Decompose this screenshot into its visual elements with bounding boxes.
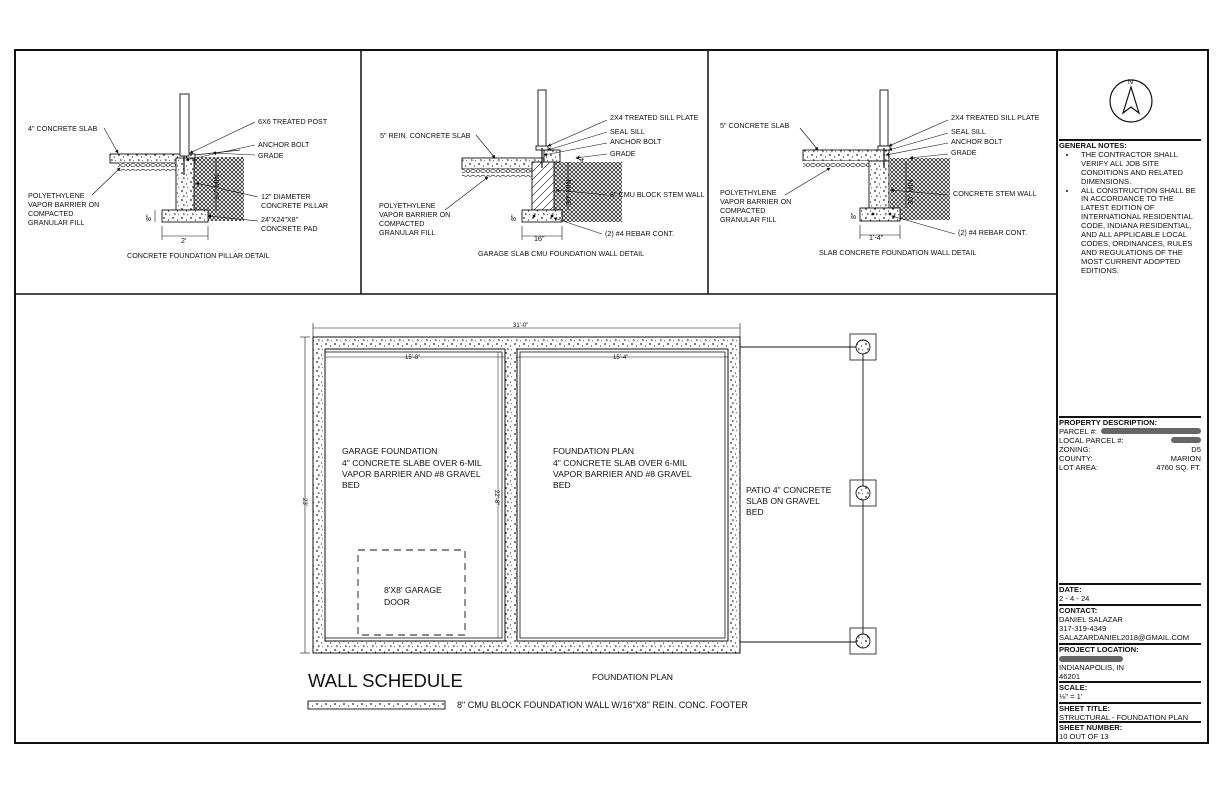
- plan-dim-garage: 15'-8": [405, 355, 421, 361]
- zoning-value: D5: [1191, 444, 1201, 454]
- sheet-number-heading: SHEET NUMBER:: [1059, 721, 1201, 733]
- project-zip: 46201: [1059, 671, 1081, 681]
- foundation-plan: [300, 323, 876, 682]
- pillar-dim-height: 30" MIN: [212, 174, 221, 200]
- pillar-post: [180, 94, 189, 156]
- county-label: COUNTY:: [1059, 453, 1093, 463]
- general-notes: [1059, 139, 1201, 276]
- garage-label-cmu: 8" CMU BLOCK STEM WALL: [610, 190, 705, 199]
- date-heading: DATE:: [1059, 583, 1201, 595]
- project-city: INDIANAPOLIS, IN: [1059, 662, 1124, 672]
- pillar-dim-pad: 8": [144, 214, 153, 221]
- property-description: [1059, 416, 1201, 472]
- zoning-label: ZONING:: [1059, 444, 1091, 454]
- project-location-heading: PROJECT LOCATION:: [1059, 643, 1201, 655]
- general-note-1: • THE CONTRACTOR SHALL VERIFY ALL JOB SITE CONDITIONS AND RELATED DIMENSIONS.: [1077, 151, 1201, 187]
- garage-gravel: [462, 169, 532, 177]
- pillar-detail: [28, 94, 328, 260]
- main-note-line-2: 4" CONCRETE SLAB OVER 6-MIL: [553, 458, 687, 468]
- sheet-number-value: 10 OUT OF 13: [1059, 731, 1109, 741]
- pillar-gravel: [118, 163, 178, 171]
- garage-note-line-2: 4" CONCRETE SLABE OVER 6-MIL: [342, 458, 482, 468]
- scale-value: ⅛" = 1': [1059, 691, 1083, 701]
- slab-dim-footer: 8": [849, 212, 858, 219]
- garage-note-line-4: BED: [342, 480, 360, 490]
- patio-note-line-2: SLAB ON GRAVEL: [746, 496, 820, 506]
- scale-block: [1059, 681, 1201, 702]
- pillar-label-slab: 4" CONCRETE SLAB: [28, 124, 98, 133]
- plan-dim-left: 23': [301, 498, 307, 506]
- garage-label-anchor: ANCHOR BOLT: [610, 137, 662, 146]
- garage-label-vapor-4: GRANULAR FILL: [379, 228, 436, 237]
- pillar-label-vapor-3: COMPACTED: [28, 209, 74, 218]
- sheet-title-heading: SHEET TITLE:: [1059, 702, 1201, 714]
- slab-dim-width: 1'-4": [869, 233, 884, 242]
- garage-label-slab: 5" REIN. CONCRETE SLAB: [380, 131, 471, 140]
- contact-heading: CONTACT:: [1059, 604, 1201, 616]
- pillar-column: [176, 158, 194, 210]
- slab-label-vapor-2: VAPOR BARRIER ON: [720, 197, 792, 206]
- pillar-label-vapor-1: POLYETHYLENE: [28, 191, 85, 200]
- contact-phone: 317-319-4349: [1059, 623, 1107, 633]
- general-notes-heading: GENERAL NOTES:: [1059, 139, 1201, 151]
- garage-label-vapor-3: COMPACTED: [379, 219, 425, 228]
- main-note-line-1: FOUNDATION PLAN: [553, 446, 635, 456]
- pillar-label-post: 6X6 TREATED POST: [258, 117, 328, 126]
- slab-stem-wall: [869, 161, 889, 208]
- pillar-detail-title: CONCRETE FOUNDATION PILLAR DETAIL: [127, 251, 270, 260]
- garage-label-seal: SEAL SILL: [610, 127, 645, 136]
- wall-schedule-title: WALL SCHEDULE: [308, 670, 463, 691]
- garage-label-sill: 2X4 TREATED SILL PLATE: [610, 113, 699, 122]
- garage-label-vapor-1: POLYETHYLENE: [379, 201, 436, 210]
- slab-gravel: [803, 161, 869, 169]
- slab-label-anchor: ANCHOR BOLT: [951, 137, 1003, 146]
- pillar-label-grade: GRADE: [258, 151, 284, 160]
- local-parcel-label: LOCAL PARCEL #:: [1059, 435, 1124, 445]
- slab-stud: [880, 90, 888, 146]
- slab-label-vapor-4: GRANULAR FILL: [720, 215, 777, 224]
- date-block: [1059, 583, 1201, 604]
- slab-label-vapor-1: POLYETHYLENE: [720, 188, 777, 197]
- pillar-label-pad-2: CONCRETE PAD: [261, 224, 318, 233]
- pillar-label-vapor-4: GRANULAR FILL: [28, 218, 85, 227]
- pillar-label-pad-1: 24"X24"X8": [261, 215, 299, 224]
- slab-footer: [860, 208, 900, 221]
- garage-label-rebar: (2) #4 REBAR CONT.: [605, 229, 675, 238]
- patio-note-line-1: PATIO 4" CONCRETE: [746, 485, 832, 495]
- contact-block: [1059, 604, 1201, 643]
- pillar-pad: [162, 210, 208, 222]
- slab-label-slab: 5" CONCRETE SLAB: [720, 121, 790, 130]
- slab-detail: [720, 90, 1040, 257]
- garage-door-label-2: DOOR: [384, 597, 410, 607]
- slab-label-vapor-3: COMPACTED: [720, 206, 766, 215]
- garage-dim-width: 16": [534, 234, 545, 243]
- contact-name: DANIEL SALAZAR: [1059, 614, 1123, 624]
- slab-slab: [803, 150, 889, 161]
- garage-footer: [522, 210, 562, 222]
- pillar-label-pillar-2: CONCRETE PILLAR: [261, 201, 329, 210]
- north-arrow-icon: [1110, 79, 1152, 122]
- wall-schedule-item: 8" CMU BLOCK FOUNDATION WALL W/16"X8" REIN. CONC. FOOTER: [457, 700, 748, 710]
- plan-dim-overall: 31'-0": [513, 323, 529, 329]
- garage-dim-footer: 8": [509, 214, 518, 221]
- garage-note-line-1: GARAGE FOUNDATION: [342, 446, 438, 456]
- wall-schedule-swatch: [308, 701, 445, 709]
- garage-note-line-3: VAPOR BARRIER AND #8 GRAVEL: [342, 469, 481, 479]
- slab-dim-height: 30" MIN: [906, 179, 915, 205]
- garage-label-grade: GRADE: [610, 149, 636, 158]
- pillar-label-pillar-1: 12" DIAMETER: [261, 192, 311, 201]
- patio-note-line-3: BED: [746, 507, 764, 517]
- garage-door-label-1: 8'X8' GARAGE: [384, 585, 442, 595]
- sheet-number-block: [1059, 721, 1201, 742]
- garage-detail: [379, 90, 705, 258]
- slab-label-stem: CONCRETE STEM WALL: [953, 189, 1037, 198]
- lot-area-value: 4760 SQ. FT.: [1156, 462, 1201, 472]
- garage-dim-step: 4": [577, 155, 586, 162]
- north-label: N: [1128, 79, 1134, 86]
- slab-detail-title: SLAB CONCRETE FOUNDATION WALL DETAIL: [819, 248, 977, 257]
- general-note-2: • ALL CONSTRUCTION SHALL BE IN ACCORDANCE TO THE LATEST EDITION OF INTERNATIONAL RESIDENTIAL CODE, INDIANA RESIDENTIAL, AND ALL APPLICABLE LOCAL CODES, ORDINANCES, RULES AND REGULATIONS OF THE MOST CURRENT ADOPTED EDITIONS.: [1077, 187, 1201, 276]
- lot-area-label: LOT AREA:: [1059, 462, 1099, 472]
- address-redacted: [1059, 656, 1123, 662]
- parcel-label: PARCEL #:: [1059, 426, 1097, 436]
- property-heading: PROPERTY DESCRIPTION:: [1059, 416, 1201, 428]
- county-value: MARION: [1170, 453, 1201, 463]
- project-location-block: [1059, 643, 1201, 682]
- sheet-title-block: [1059, 702, 1201, 723]
- garage-dim-height: 30" MIN: [564, 179, 573, 205]
- plan-caption: FOUNDATION PLAN: [592, 672, 674, 682]
- plan-dim-middle: 22'-8": [493, 490, 499, 506]
- contact-email[interactable]: SALAZARDANIEL2018@GMAIL.COM: [1059, 632, 1190, 642]
- date-value: 2 - 4 - 24: [1059, 593, 1090, 603]
- main-note-line-4: BED: [553, 480, 571, 490]
- pillar-dim-width: 2': [181, 236, 187, 245]
- scale-heading: SCALE:: [1059, 681, 1201, 693]
- garage-stud: [538, 90, 546, 148]
- slab-label-grade: GRADE: [951, 148, 977, 157]
- garage-slab-outline: [325, 352, 502, 638]
- plan-foundation-wall: [313, 337, 740, 653]
- main-slab-outline: [520, 352, 725, 638]
- local-parcel-redacted: [1171, 437, 1201, 443]
- wall-schedule: [308, 670, 748, 710]
- garage-detail-title: GARAGE SLAB CMU FOUNDATION WALL DETAIL: [478, 249, 645, 258]
- parcel-redacted: [1101, 428, 1201, 434]
- sheet-title-value: STRUCTURAL - FOUNDATION PLAN: [1059, 712, 1189, 722]
- pillar-label-vapor-2: VAPOR BARRIER ON: [28, 200, 100, 209]
- slab-label-sill: 2X4 TREATED SILL PLATE: [951, 113, 1040, 122]
- pillar-label-anchor: ANCHOR BOLT: [258, 140, 310, 149]
- main-note-line-3: VAPOR BARRIER AND #8 GRAVEL: [553, 469, 692, 479]
- plan-dim-main: 15'-4": [613, 355, 629, 361]
- garage-label-vapor-2: VAPOR BARRIER ON: [379, 210, 451, 219]
- slab-label-rebar: (2) #4 REBAR CONT.: [958, 228, 1028, 237]
- slab-label-seal: SEAL SILL: [951, 127, 986, 136]
- garage-cmu-wall: [532, 162, 554, 210]
